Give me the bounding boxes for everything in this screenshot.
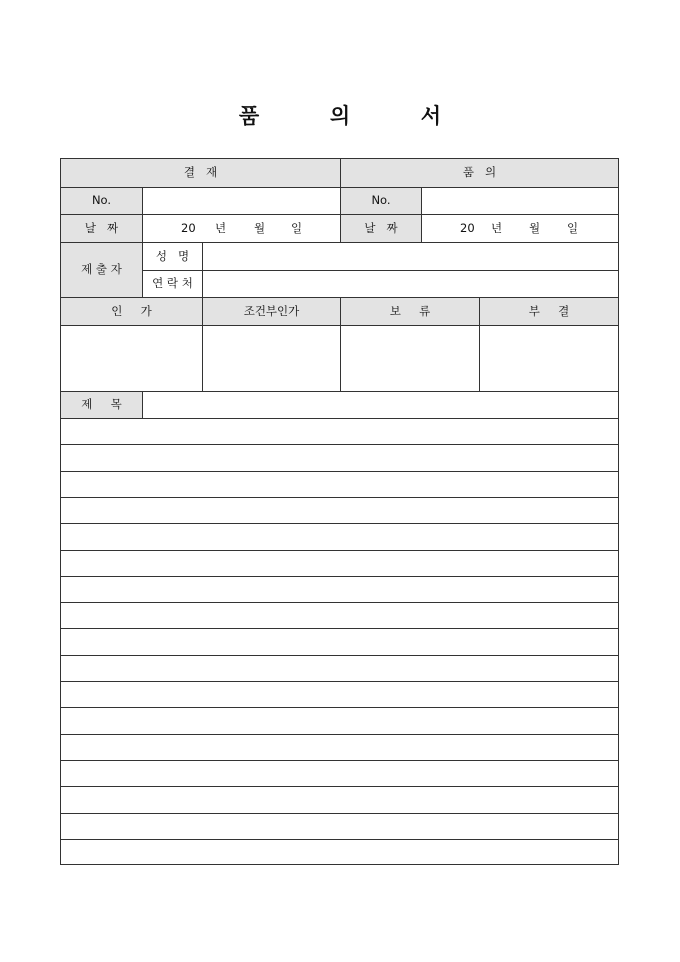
body-line[interactable] (60, 471, 619, 472)
request-header: 품 의 (340, 158, 619, 188)
subject-label: 제 목 (60, 391, 143, 419)
reject-header: 부 결 (479, 297, 619, 326)
title-char-3: 서 (420, 103, 442, 128)
title-char-1: 품 (238, 103, 260, 128)
body-line[interactable] (60, 786, 619, 787)
body-left-border (60, 418, 61, 865)
body-line[interactable] (60, 734, 619, 735)
request-no-label: No. (340, 187, 422, 215)
contact-label: 연 락 처 (142, 270, 203, 298)
submitter-label: 제 출 자 (60, 242, 143, 298)
name-label: 성 명 (142, 242, 203, 271)
approval-date-field[interactable] (142, 214, 341, 243)
body-line[interactable] (60, 523, 619, 524)
approval-header: 결 재 (60, 158, 341, 188)
approve-box[interactable] (60, 325, 203, 392)
approval-date-day-unit: 일 (291, 220, 303, 235)
page-title (0, 100, 680, 134)
body-line[interactable] (60, 681, 619, 682)
body-line[interactable] (60, 628, 619, 629)
approval-no-label: No. (60, 187, 143, 215)
approval-date-month-unit: 월 (254, 220, 266, 235)
name-field[interactable] (202, 242, 619, 271)
body-line[interactable] (60, 576, 619, 577)
body-line[interactable] (60, 839, 619, 840)
hold-box[interactable] (340, 325, 480, 392)
conditional-box[interactable] (202, 325, 341, 392)
body-line[interactable] (60, 655, 619, 656)
body-line[interactable] (60, 550, 619, 551)
approve-header: 인 가 (60, 297, 203, 326)
approval-no-field[interactable] (142, 187, 341, 215)
body-line[interactable] (60, 864, 619, 865)
request-date-year-unit: 년 (491, 220, 503, 235)
request-date-day-unit: 일 (567, 220, 579, 235)
body-line[interactable] (60, 707, 619, 708)
subject-field[interactable] (142, 391, 619, 419)
approval-date-label: 날 짜 (60, 214, 143, 243)
request-no-field[interactable] (421, 187, 619, 215)
body-line[interactable] (60, 497, 619, 498)
approval-date-year-unit: 년 (215, 220, 227, 235)
body-line[interactable] (60, 813, 619, 814)
request-form (60, 158, 619, 865)
body-line[interactable] (60, 760, 619, 761)
body-right-border (618, 418, 619, 865)
request-date-year: 20 (460, 220, 475, 235)
body-line[interactable] (60, 602, 619, 603)
request-date-label: 날 짜 (340, 214, 422, 243)
request-date-field[interactable] (421, 214, 619, 243)
reject-box[interactable] (479, 325, 619, 392)
hold-header: 보 류 (340, 297, 480, 326)
approval-date-year: 20 (181, 220, 196, 235)
body-line[interactable] (60, 444, 619, 445)
title-char-2: 의 (329, 103, 351, 128)
contact-field[interactable] (202, 270, 619, 298)
request-date-month-unit: 월 (529, 220, 541, 235)
conditional-header: 조건부인가 (202, 297, 341, 326)
